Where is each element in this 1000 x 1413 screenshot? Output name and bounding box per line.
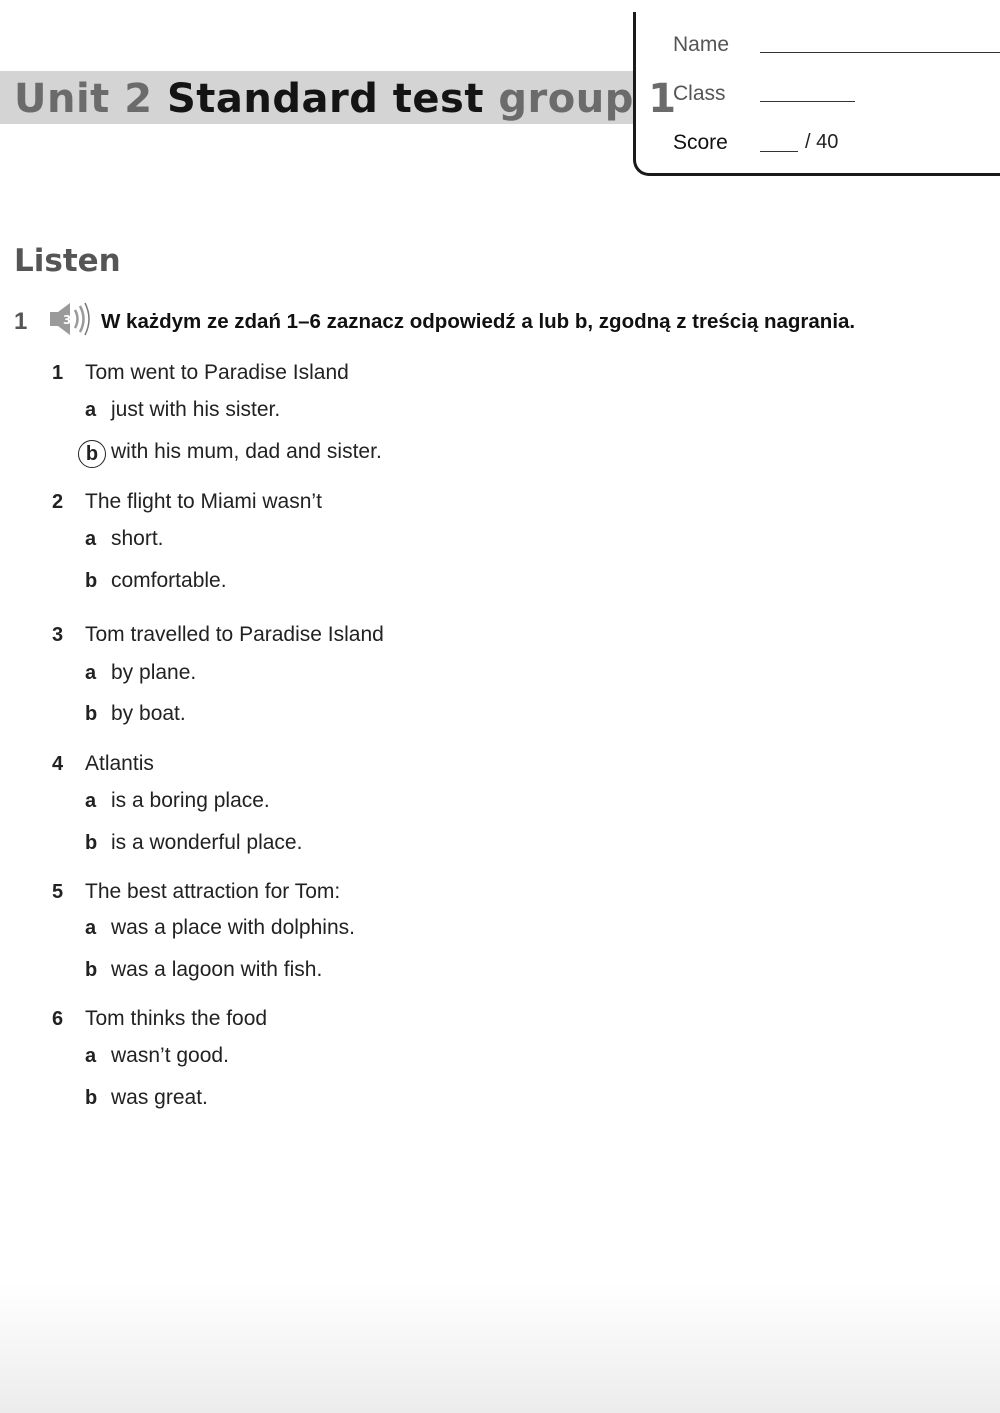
question-number: 4 (52, 753, 64, 775)
option-letter-b[interactable]: b (85, 570, 98, 592)
option-text[interactable]: by plane. (111, 661, 197, 684)
title-group: group 1 (498, 76, 677, 122)
score-label: Score (673, 131, 728, 154)
option-text[interactable]: was a place with dolphins. (111, 916, 355, 939)
question-number: 1 (52, 362, 64, 384)
question-number: 6 (52, 1008, 64, 1030)
option-letter-a[interactable]: a (85, 399, 97, 421)
option-letter-b[interactable]: b (85, 959, 98, 981)
option-letter-a[interactable]: a (85, 528, 97, 550)
option-text[interactable]: was great. (111, 1086, 208, 1109)
question-text: The flight to Miami wasn’t (85, 490, 322, 513)
option-text[interactable]: is a wonderful place. (111, 831, 303, 854)
score-max: / 40 (805, 131, 839, 153)
option-text[interactable]: was a lagoon with fish. (111, 958, 323, 981)
question-number: 3 (52, 624, 64, 646)
title-standard-test: Standard test (166, 76, 484, 122)
option-text[interactable]: wasn’t good. (111, 1044, 229, 1067)
question-text: The best attraction for Tom: (85, 880, 341, 903)
option-letter-b[interactable]: b (85, 832, 98, 854)
page-title (14, 75, 677, 123)
page-bottom-shade (0, 1283, 1000, 1413)
option-letter-a[interactable]: a (85, 917, 97, 939)
exercise-number: 1 (14, 308, 28, 335)
option-letter-b[interactable]: b (85, 703, 98, 725)
question-text: Tom thinks the food (85, 1007, 268, 1030)
option-text[interactable]: short. (111, 527, 164, 550)
option-text[interactable]: just with his sister. (111, 398, 281, 421)
audio-track-icon[interactable] (46, 300, 94, 338)
section-title-listen: Listen (14, 243, 121, 279)
class-label: Class (673, 82, 726, 105)
name-label: Name (673, 33, 730, 56)
audio-track-number: 3 (63, 313, 72, 327)
option-letter-b-circled[interactable]: b (78, 440, 106, 468)
option-letter-a[interactable]: a (85, 662, 97, 684)
option-text[interactable]: comfortable. (111, 569, 227, 592)
title-unit: Unit 2 (14, 76, 153, 122)
question-text: Tom went to Paradise Island (85, 361, 349, 384)
class-field[interactable] (760, 101, 855, 102)
question-number: 2 (52, 491, 64, 513)
name-field[interactable] (760, 52, 1000, 53)
exercise-instruction: W każdym ze zdań 1–6 zaznacz odpowiedź a lub b, zgodną z treścią nagrania. (101, 310, 856, 333)
score-field[interactable] (760, 151, 798, 152)
question-text: Atlantis (85, 752, 154, 775)
option-text[interactable]: by boat. (111, 702, 186, 725)
option-letter-b[interactable]: b (85, 1087, 98, 1109)
option-text[interactable]: is a boring place. (111, 789, 270, 812)
option-letter-a[interactable]: a (85, 790, 97, 812)
question-text: Tom travelled to Paradise Island (85, 623, 384, 646)
question-number: 5 (52, 881, 64, 903)
option-letter-a[interactable]: a (85, 1045, 97, 1067)
option-text[interactable]: with his mum, dad and sister. (111, 440, 382, 463)
